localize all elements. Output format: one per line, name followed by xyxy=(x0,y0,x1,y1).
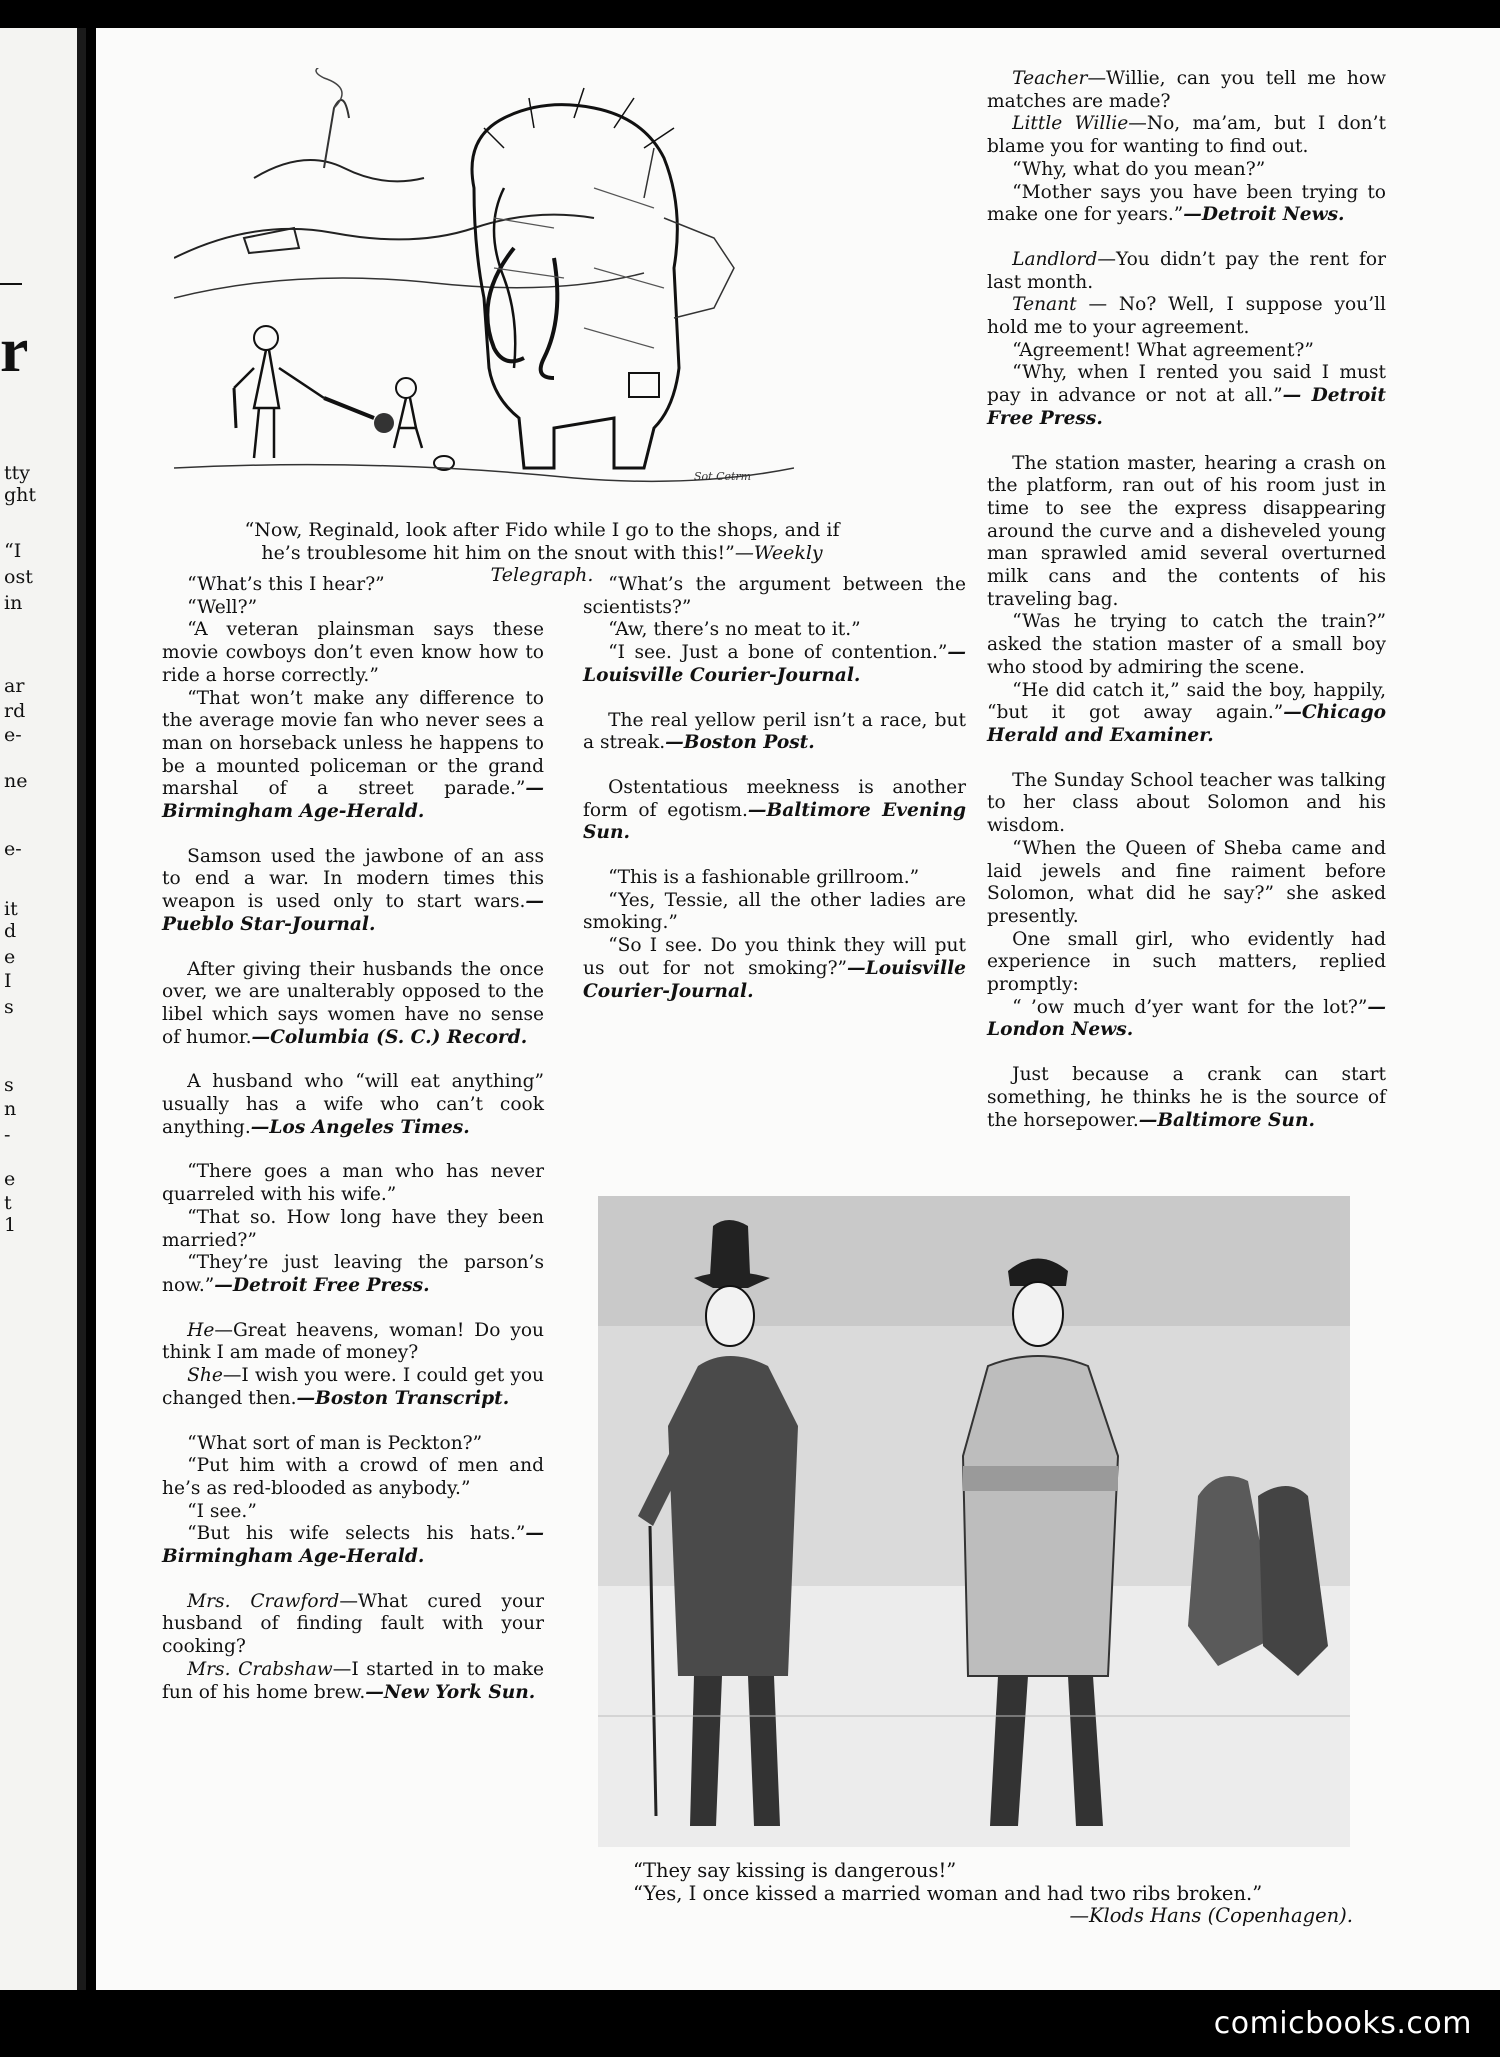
paragraph-text: “So I see. Do you think they will put us out for not smoking?” xyxy=(583,935,966,979)
article-paragraph xyxy=(162,1252,544,1297)
paragraph-text: “Put him with a crowd of men and he’s as red-blooded as anybody.” xyxy=(162,1455,544,1499)
article-paragraph xyxy=(583,574,966,619)
paragraph-text: — No? Well, I suppose you’ll hold me to your agreement. xyxy=(987,294,1386,339)
illustration-signature: Sot Cetrm xyxy=(694,470,752,483)
paragraph-text: —Great heavens, woman! Do you think I am made of money? xyxy=(162,1319,544,1364)
article-paragraph xyxy=(987,340,1386,363)
paragraph-spacer xyxy=(162,937,544,959)
article-paragraph xyxy=(162,1501,544,1524)
source-credit: —Birmingham Age-Herald. xyxy=(162,1523,544,1568)
article-paragraph xyxy=(162,1320,544,1365)
paragraph-spacer xyxy=(583,845,966,867)
article-paragraph xyxy=(987,294,1386,339)
article-paragraph xyxy=(987,929,1386,997)
article-paragraph xyxy=(987,249,1386,294)
left-page-headline-fragment: r xyxy=(0,314,29,385)
article-column-3 xyxy=(987,68,1386,1132)
paragraph-text: Samson used the jawbone of an ass to end a war. In modern times this weapon is used only to start wars. xyxy=(162,845,544,913)
left-page-text-fragment: tty xyxy=(4,462,31,484)
paragraph-text: —What cured your husband of finding fault with your cooking? xyxy=(162,1590,544,1658)
source-credit: —London News. xyxy=(987,996,1386,1041)
paragraph-text: “Aw, there’s no meat to it.” xyxy=(608,619,861,641)
article-paragraph xyxy=(162,619,544,687)
paragraph-text: “He did catch it,” said the boy, happily, “but it got away again.” xyxy=(987,679,1386,724)
paragraph-spacer xyxy=(987,227,1386,249)
left-page-text-fragment: e- xyxy=(4,724,22,746)
article-paragraph xyxy=(162,1161,544,1206)
article-paragraph xyxy=(162,597,544,620)
left-page-text-fragment: t xyxy=(4,1192,12,1214)
paragraph-text: “Yes, Tessie, all the other ladies are smoking.” xyxy=(583,889,966,934)
article-paragraph xyxy=(987,1064,1386,1132)
article-paragraph xyxy=(162,959,544,1050)
paragraph-text: “That won’t make any difference to the average movie fan who never sees a man on horseback unless he happens to be a mounted policeman or the grand marshal of a street parade.” xyxy=(162,687,544,800)
paragraph-text: —I started in to make fun of his home brew. xyxy=(162,1658,544,1703)
paragraph-text: —You didn’t pay the rent for last month. xyxy=(987,248,1386,293)
speaker-name: Landlord xyxy=(1012,248,1098,270)
article-paragraph xyxy=(162,1071,544,1139)
article-paragraph xyxy=(162,1659,544,1704)
paragraph-spacer xyxy=(162,1298,544,1320)
source-credit: —Birmingham Age-Herald. xyxy=(162,778,544,823)
top-caption-source: —Weekly Telegraph. xyxy=(490,541,823,587)
left-page-text-fragment: “I xyxy=(4,540,22,562)
article-paragraph xyxy=(987,182,1386,227)
article-paragraph xyxy=(162,688,544,824)
source-credit: —Los Angeles Times. xyxy=(250,1116,470,1138)
source-credit: —Baltimore Evening Sun. xyxy=(583,799,966,844)
source-credit: —Detroit Free Press. xyxy=(214,1274,430,1296)
paragraph-text: “Mother says you have been trying to make one for years.” xyxy=(987,181,1386,226)
left-page-text-fragment: e- xyxy=(4,838,22,860)
paragraph-text: A husband who “will eat anything” usually has a wife who can’t cook anything. xyxy=(162,1071,544,1138)
bottom-caption-line-1: “They say kissing is dangerous!” xyxy=(633,1859,957,1882)
paragraph-spacer xyxy=(162,1569,544,1591)
paragraph-text: “They’re just leaving the parson’s now.” xyxy=(162,1252,544,1296)
left-page-text-fragment: rd xyxy=(4,700,26,722)
left-page-text-fragment: d xyxy=(4,920,17,942)
watermark: comicbooks.com xyxy=(1213,2006,1472,2041)
article-paragraph xyxy=(162,574,544,597)
paragraph-spacer xyxy=(583,688,966,710)
article-paragraph xyxy=(583,619,966,642)
left-page-text-fragment: in xyxy=(4,592,23,614)
paragraph-spacer xyxy=(987,431,1386,453)
paragraph-spacer xyxy=(162,824,544,846)
article-paragraph xyxy=(162,1455,544,1500)
left-page-text-fragment: n xyxy=(4,1098,17,1120)
left-page-text-fragment: e xyxy=(4,946,16,968)
paragraph-text: “But his wife selects his hats.” xyxy=(187,1523,526,1545)
article-paragraph xyxy=(987,453,1386,612)
left-page-edge xyxy=(0,28,86,1990)
paragraph-spacer xyxy=(583,755,966,777)
mammoth-cartoon-illustration xyxy=(174,68,794,498)
paragraph-text: The real yellow peril isn’t a race, but a streak. xyxy=(583,709,966,754)
paragraph-spacer xyxy=(162,1139,544,1161)
article-paragraph xyxy=(987,68,1386,113)
article-paragraph xyxy=(583,890,966,935)
paragraph-text: “What sort of man is Peckton?” xyxy=(187,1432,483,1454)
left-page-text-fragment: ght xyxy=(4,484,37,506)
paragraph-text: “Agreement! What agreement?” xyxy=(1012,339,1314,361)
article-paragraph xyxy=(583,867,966,890)
paragraph-text: “This is a fashionable grillroom.” xyxy=(608,867,920,889)
article-paragraph xyxy=(987,838,1386,929)
article-column-2 xyxy=(583,574,966,1003)
left-page-text-fragment: it xyxy=(4,898,18,920)
paragraph-text: “I see. Just a bone of contention.” xyxy=(608,642,948,664)
paragraph-text: “There goes a man who has never quarreled with his wife.” xyxy=(162,1161,544,1206)
left-page-text-fragment: 1 xyxy=(4,1214,17,1236)
two-gentlemen-cartoon-illustration xyxy=(598,1196,1350,1847)
paragraph-text: “Was he trying to catch the train?” asked the station master of a small boy who stood by admiring the scene. xyxy=(987,611,1386,678)
speaker-name: Teacher xyxy=(1012,68,1088,89)
left-page-text-fragment: - xyxy=(4,1124,11,1146)
speaker-name: Mrs. Crabshaw xyxy=(187,1658,333,1680)
paragraph-text: “When the Queen of Sheba came and laid jewels and fine raiment before Solomon, what did he say?” she asked presently. xyxy=(987,837,1386,927)
paragraph-text: “Well?” xyxy=(187,596,258,618)
paragraph-spacer xyxy=(162,1411,544,1433)
paragraph-text: “Why, when I rented you said I must pay in advance or not at all.” xyxy=(987,362,1386,407)
article-paragraph xyxy=(583,710,966,755)
source-credit: —Louisville Courier-Journal. xyxy=(583,957,966,1002)
paragraph-spacer xyxy=(162,1049,544,1071)
source-credit: —Boston Transcript. xyxy=(296,1387,510,1409)
left-page-text-fragment: e xyxy=(4,1168,16,1190)
article-paragraph xyxy=(987,997,1386,1042)
left-page-text-fragment: ost xyxy=(4,566,33,588)
bottom-caption-source: —Klods Hans (Copenhagen). xyxy=(1069,1904,1353,1928)
top-border xyxy=(0,0,1500,28)
top-caption-text: “Now, Reginald, look after Fido while I go to the shops, and if he’s troublesome hit him on the snout with this!” xyxy=(244,519,840,564)
bottom-illustration-caption xyxy=(633,1860,1353,1928)
paragraph-text: “A veteran plainsman says these movie cowboys don’t even know how to ride a horse correctly.” xyxy=(162,619,544,686)
speaker-name: He xyxy=(187,1319,215,1341)
left-page-text-fragment: I xyxy=(4,970,12,992)
article-paragraph xyxy=(162,1591,544,1659)
paragraph-text: “What’s this I hear?” xyxy=(187,574,385,595)
source-credit: —Baltimore Sun. xyxy=(1138,1109,1315,1131)
article-paragraph xyxy=(162,1207,544,1252)
left-page-text-fragment: ar xyxy=(4,675,25,697)
paragraph-text: The station master, hearing a crash on the platform, ran out of his room just in time to see the express disappearing around the curve and a disheveled young man sprawled amid several overturned milk cans and the contents of his traveling bag. xyxy=(987,452,1386,610)
source-credit: —Boston Post. xyxy=(665,732,815,754)
source-credit: — Detroit Free Press. xyxy=(987,385,1386,429)
article-paragraph xyxy=(162,846,544,937)
paragraph-text: “ ’ow much d’yer want for the lot?” xyxy=(1012,996,1368,1018)
article-paragraph xyxy=(987,362,1386,430)
article-paragraph xyxy=(583,935,966,1003)
speaker-name: She xyxy=(187,1365,223,1387)
article-column-1 xyxy=(162,574,544,1704)
paragraph-text: Ostentatious meekness is another form of egotism. xyxy=(583,776,966,821)
left-page-text-fragment: ne xyxy=(4,770,28,792)
article-paragraph xyxy=(987,611,1386,679)
bottom-caption-line-2: “Yes, I once kissed a married woman and had two ribs broken.” xyxy=(633,1881,1263,1905)
page-gutter xyxy=(77,28,86,1990)
paragraph-text: —Willie, can you tell me how matches are made? xyxy=(987,68,1386,112)
paragraph-spacer xyxy=(987,748,1386,770)
source-credit: —Chicago Herald and Examiner. xyxy=(987,702,1386,746)
magazine-page xyxy=(96,28,1500,1990)
paragraph-spacer xyxy=(987,1042,1386,1064)
article-paragraph xyxy=(987,770,1386,838)
paragraph-text: —No, ma’am, but I don’t blame you for wanting to find out. xyxy=(987,113,1386,158)
paragraph-text: “That so. How long have they been married?” xyxy=(162,1206,544,1251)
source-credit: —New York Sun. xyxy=(365,1681,536,1703)
paragraph-text: Just because a crank can start something, he thinks he is the source of the horsepower. xyxy=(987,1064,1386,1131)
article-paragraph xyxy=(987,113,1386,158)
paragraph-text: The Sunday School teacher was talking to her class about Solomon and his wisdom. xyxy=(987,769,1386,837)
article-paragraph xyxy=(987,680,1386,748)
left-page-text-fragment: s xyxy=(4,996,14,1018)
speaker-name: Mrs. Crawford xyxy=(187,1590,340,1612)
article-paragraph xyxy=(987,159,1386,182)
article-paragraph xyxy=(583,777,966,845)
article-paragraph xyxy=(162,1365,544,1410)
source-credit: —Louisville Courier-Journal. xyxy=(583,642,966,686)
left-page-rule xyxy=(0,283,22,285)
paragraph-text: —I wish you were. I could get you changed then. xyxy=(162,1365,544,1409)
article-paragraph xyxy=(162,1433,544,1456)
source-credit: —Detroit News. xyxy=(1183,204,1345,226)
article-paragraph xyxy=(162,1523,544,1568)
paragraph-text: “What’s the argument between the scientists?” xyxy=(583,574,966,618)
speaker-name: Tenant xyxy=(1012,294,1077,316)
source-credit: —Pueblo Star-Journal. xyxy=(162,891,544,935)
paragraph-text: “Why, what do you mean?” xyxy=(1012,158,1266,180)
left-page-text-fragment: s xyxy=(4,1074,14,1096)
article-paragraph xyxy=(583,642,966,687)
paragraph-text: “I see.” xyxy=(187,1500,257,1522)
source-credit: —Columbia (S. C.) Record. xyxy=(251,1026,528,1048)
speaker-name: Little Willie xyxy=(1012,113,1129,135)
paragraph-text: After giving their husbands the once over, we are unalterably opposed to the libel which says women have no sense of humor. xyxy=(162,958,544,1048)
paragraph-text: One small girl, who evidently had experience in such matters, replied promptly: xyxy=(987,928,1386,996)
